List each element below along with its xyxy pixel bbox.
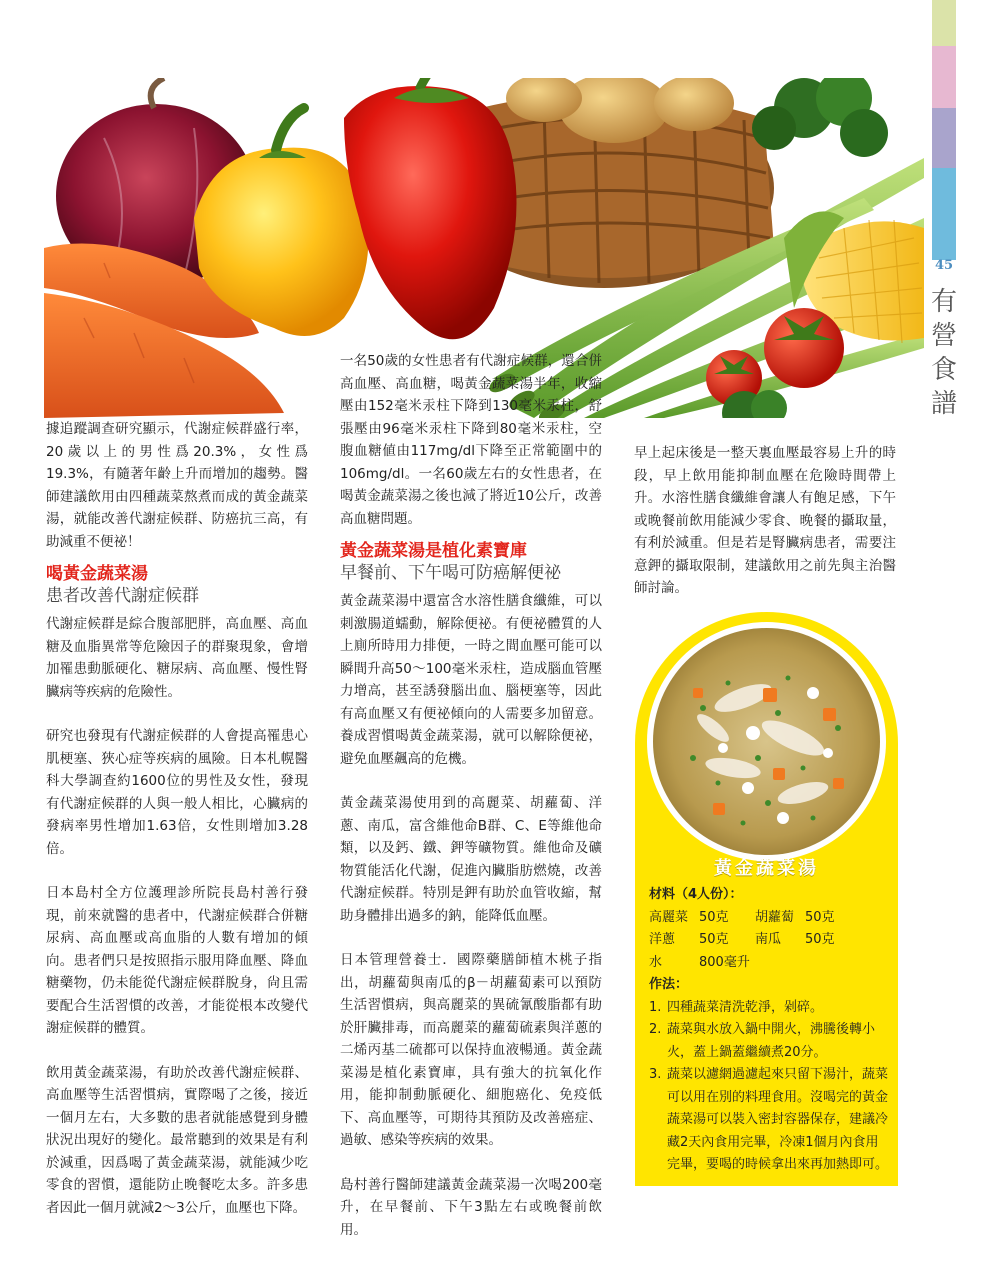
body-paragraph: 代謝症候群是綜合腹部肥胖，高血壓、高血糖及血脂異常等危險因子的群聚現象，會增加罹患動脈硬化、糖尿病、高血壓、慢性腎臟病等疾病的危險性。 (46, 616, 308, 700)
vertical-title-char: 有 (930, 287, 957, 317)
ingredient-name: 胡蘿蔔 (755, 909, 795, 925)
body-paragraph: 飲用黃金蔬菜湯，有助於改善代謝症候群、高血壓等生活習慣病，實際喝了之後，接近一個月左右，大多數的患者就能感覺到身體狀況出現好的變化。最常聽到的效果是有利於減重，因爲喝了黃金蔬菜湯，就能減少吃零食的習慣，還能防止晚餐吃太多。許多患者因此一個月就減2～3公斤，血壓也下降。 (46, 1064, 308, 1216)
body-paragraph: 研究也發現有代謝症候群的人會提高罹患心肌梗塞、狹心症等疾病的風險。日本札幌醫科大學調查約1600位的男性及女性，發現有代謝症候群的人與一般人相比，心臟病的發病率男性增加1.63倍，女性則增加3.28倍。 (46, 728, 308, 857)
tab-green (932, 0, 956, 46)
body-paragraph: 黃金蔬菜湯中還富含水溶性膳食纖維，可以刺激腸道蠕動，解除便祕。有便祕體質的人上廁所時用力排便，一時之間血壓可能可以瞬間升高50～100毫米汞柱，造成腦血管壓力增高，甚至誘發腦出血、腦梗塞等，因此有高血壓又有便祕傾向的人需要多加留意。養成習慣喝黃金蔬菜湯，就可以解除便祕，避免血壓飆高的危機。 (340, 593, 602, 767)
ingredient-amount: 50克 (805, 909, 835, 925)
ingredient-name: 洋蔥 (649, 932, 676, 947)
ingredient-amount: 800毫升 (699, 954, 750, 970)
body-paragraph: 日本島村全方位護理診所院長島村善行發現，前來就醫的患者中，代謝症候群合併糖尿病、高血壓或高血脂的人數有增加的傾向。患者們只是按照指示服用降血壓、降血糖藥物，仍未能從代謝症候群脫身，尙且需要配合生活習慣的改善，才能從根本改變代謝症候群的體質。 (46, 885, 308, 1036)
ingredient-amount: 50克 (699, 932, 729, 947)
body-paragraph: 黃金蔬菜湯使用到的高麗菜、胡蘿蔔、洋蔥、南瓜，富含維他命B群、C、E等維他命類，以及鈣、鐵、鉀等礦物質。維他命及礦物質能活化代謝，促進內臟脂肪燃燒，改善代謝症候群。特別是鉀有助於血管收縮，幫助身體排出過多的鈉，能降低血壓。 (340, 795, 602, 924)
ingredient-name: 高麗菜 (649, 909, 689, 925)
intro-paragraph: 據追蹤調查研究顯示，代謝症候群盛行率，20歲以上的男性爲20.3%，女性爲19.3%，有隨著年齡上升而增加的趨勢。醫師建議飲用由四種蔬菜熬煮而成的黃金蔬菜湯，就能改善代謝症候群、防癌抗三高，有助減重不便祕！ (46, 421, 308, 550)
section-heading: 黃金蔬菜湯是植化素寶庫 (340, 541, 527, 561)
recipe-card (635, 612, 898, 1186)
section-subheading: 患者改善代謝症候群 (46, 586, 199, 606)
step-text: 蔬菜與水放入鍋中開火，沸騰後轉小火，蓋上鍋蓋繼續煮20分。 (667, 1022, 876, 1060)
soup-photo (653, 628, 880, 855)
ingredient-name: 水 (649, 954, 663, 970)
article-column-1 (46, 418, 308, 1219)
step-number: 1. (649, 999, 662, 1015)
article-column-3 (634, 442, 896, 600)
page-number: 45 (934, 258, 954, 273)
recipe-title: 黃金蔬菜湯 (714, 858, 819, 879)
body-paragraph: 島村善行醫師建議黃金蔬菜湯一次喝200毫升，在早餐前、下午3點左右或晚餐前飲用。 (340, 1176, 602, 1238)
color-tab-strip (932, 0, 956, 290)
ingredient-row (649, 907, 889, 930)
recipe-step (649, 1064, 889, 1177)
step-number: 3. (649, 1067, 662, 1082)
step-number: 2. (649, 1022, 662, 1037)
body-paragraph: 日本管理營養士．國際藥膳師植木桃子指出，胡蘿蔔與南瓜的β－胡蘿蔔素可以預防生活習慣病，與高麗菜的異硫氰酸脂都有助於肝臟排毒，而高麗菜的蘿蔔硫素與洋蔥的二烯丙基二硫都可以保持血液暢通。黃金蔬菜湯是植化素寶庫，具有強大的抗氧化作用，能抑制動脈硬化、細胞癌化、免疫低下、高血壓等，可期待其預防及改善癌症、過敏、感染等疾病的效果。 (340, 952, 602, 1148)
ingredient-amount: 50克 (805, 932, 835, 947)
tab-purple (932, 108, 956, 168)
vertical-title-char: 譜 (930, 389, 957, 419)
body-paragraph: 早上起床後是一整天裏血壓最容易上升的時段，早上飲用能抑制血壓在危險時間帶上升。水溶性膳食纖維會讓人有飽足感，下午或晚餐前飲用能減少零食、晚餐的攝取量，有利於減重。但是若是腎臟病患者，需要注意鉀的攝取限制，建議飲用之前先與主治醫師討論。 (634, 445, 896, 596)
vertical-title-char: 營 (930, 321, 957, 351)
ingredient-name: 南瓜 (755, 932, 782, 947)
ingredient-row (649, 952, 889, 975)
ingredient-amount: 50克 (699, 909, 729, 925)
body-paragraph: 一名50歲的女性患者有代謝症候群，還合併高血壓、高血糖，喝黃金蔬菜湯半年，收縮壓由152毫米汞柱下降到130毫米汞柱，舒張壓由96毫米汞柱下降到80毫米汞柱，空腹血糖値由117mg/dl下降至正常範圍中的106mg/dl。一名60歲左右的女性患者，在喝黃金蔬菜湯之後也減了將近10公斤，改善高血糖問題。 (340, 353, 602, 527)
tab-blue (932, 168, 956, 260)
step-text: 蔬菜以濾網過濾起來只留下湯汁，蔬菜可以用在別的料理食用。沒喝完的黃金蔬菜湯可以裝入密封容器保存，建議冷藏2天內食用完畢，冷凍1個月內食用完畢，要喝的時候拿出來再加熱即可。 (667, 1067, 889, 1172)
vertical-title-char: 食 (930, 355, 957, 385)
recipe-step (649, 997, 889, 1020)
section-subheading: 早餐前、下午喝可防癌解便祕 (340, 563, 561, 583)
ingredients-label: 材料（4人份）： (649, 887, 743, 902)
step-text: 四種蔬菜清洗乾淨，剁碎。 (667, 999, 824, 1015)
ingredient-row (649, 929, 889, 952)
section-heading: 喝黃金蔬菜湯 (46, 564, 148, 584)
method-label: 作法： (649, 977, 689, 992)
tab-pink (932, 46, 956, 108)
recipe-body (649, 884, 889, 1177)
article-column-2 (340, 350, 602, 1241)
section-vertical-title (930, 285, 958, 421)
recipe-step (649, 1019, 889, 1064)
